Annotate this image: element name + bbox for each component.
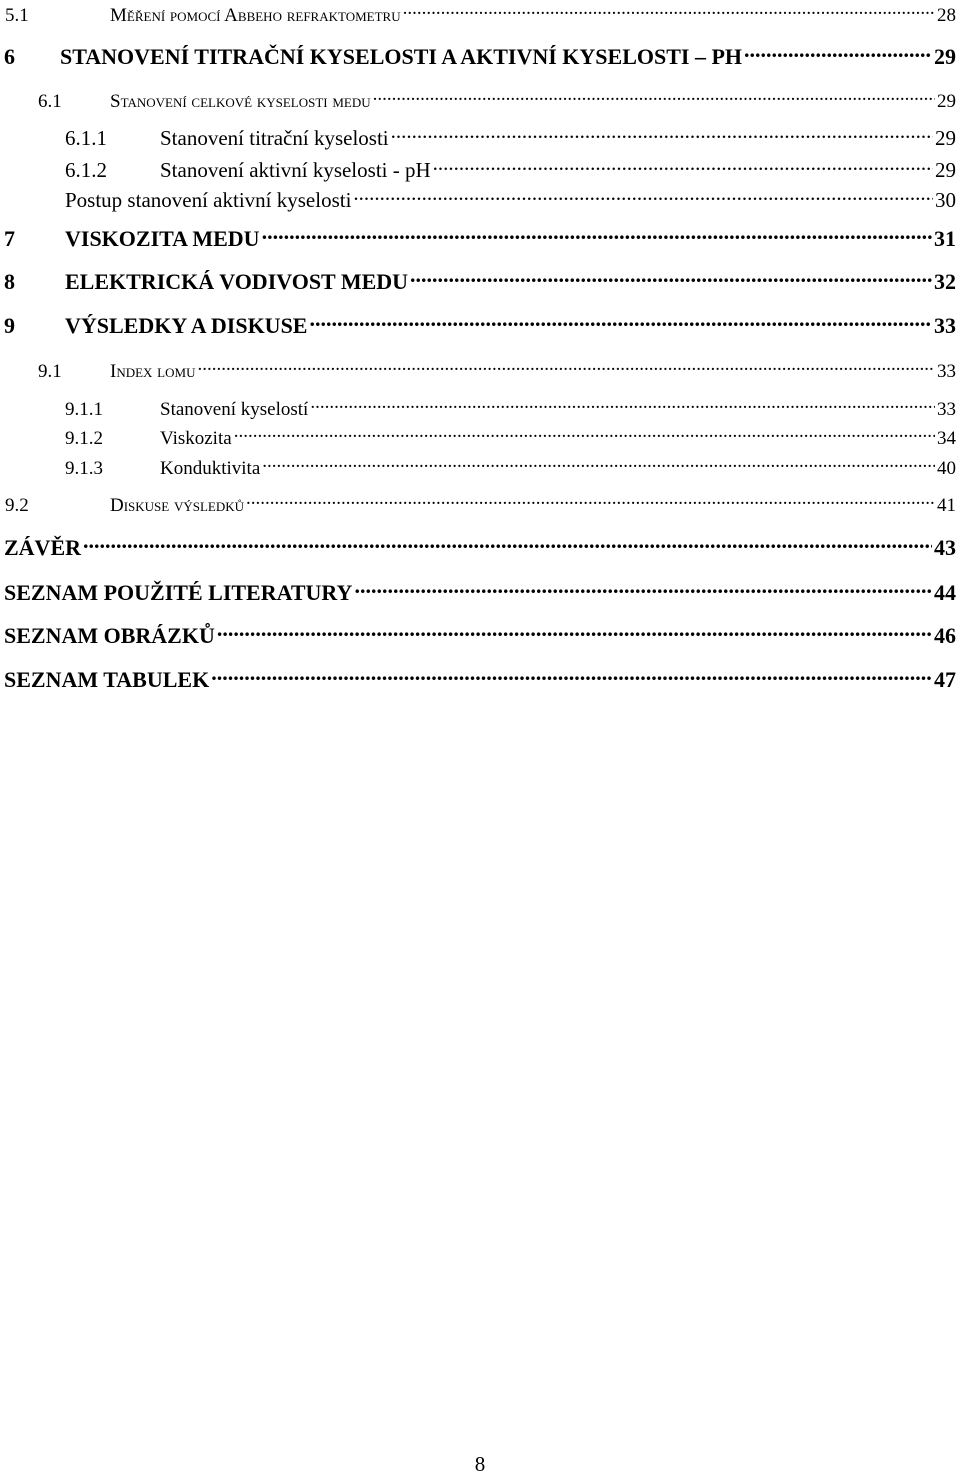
dot-leader [744, 42, 932, 64]
toc-entry[interactable] [0, 665, 956, 693]
dot-leader [83, 533, 932, 555]
toc-title: STANOVENÍ TITRAČNÍ KYSELOSTI A AKTIVNÍ KYSELOSTI – PH [60, 44, 742, 69]
toc-page: 46 [934, 623, 956, 648]
toc-number: 9.1.1 [65, 399, 103, 420]
toc-page: 33 [934, 313, 956, 338]
toc-title: VISKOZITA MEDU [65, 226, 260, 251]
toc-entry[interactable] [0, 267, 956, 295]
toc-entry[interactable] [0, 2, 956, 27]
toc-number: 8 [4, 269, 15, 294]
toc-page: 32 [934, 269, 956, 294]
toc-title: Stanovení kyselostí [160, 399, 309, 420]
toc-number: 9 [4, 313, 15, 338]
toc-title: Stanovení aktivní kyselosti - pH [160, 158, 431, 182]
page-number: 8 [474, 1452, 486, 1476]
toc-title: ELEKTRICKÁ VODIVOST MEDU [65, 269, 409, 294]
toc-page: 31 [934, 226, 956, 251]
toc-entry[interactable] [0, 455, 956, 480]
dot-leader [373, 88, 935, 107]
dot-leader [309, 311, 932, 333]
toc-entry[interactable] [0, 186, 956, 213]
toc-page: 29 [935, 126, 956, 150]
toc-title: Měření pomocí Abbeho refraktometru [110, 5, 401, 26]
dot-leader [262, 224, 932, 246]
dot-leader [217, 621, 932, 643]
toc-entry[interactable] [0, 425, 956, 450]
toc-number: 9.1 [38, 361, 62, 382]
toc-number: 9.2 [5, 495, 29, 516]
toc-title: Diskuse výsledků [110, 495, 245, 516]
toc-page: 41 [937, 495, 956, 516]
toc-title: Viskozita [160, 428, 232, 449]
toc-entry[interactable] [0, 311, 956, 339]
dot-leader [310, 396, 935, 415]
toc-number: 5.1 [5, 5, 29, 26]
dot-leader [433, 156, 933, 177]
toc-entry[interactable] [0, 578, 956, 606]
toc-page: 47 [934, 667, 956, 692]
dot-leader [410, 267, 932, 289]
toc-title: SEZNAM TABULEK [4, 667, 210, 692]
toc-page: 34 [937, 428, 956, 449]
toc-title: Konduktivita [160, 458, 261, 479]
toc-entry[interactable] [0, 124, 956, 151]
toc-page: 33 [937, 361, 956, 382]
toc-title: SEZNAM POUŽITÉ LITERATURY [4, 580, 353, 605]
dot-leader [354, 578, 932, 600]
toc-number: 7 [4, 226, 15, 251]
toc-entry[interactable] [0, 224, 956, 252]
toc-page: 29 [937, 91, 956, 112]
toc-entry[interactable] [0, 621, 956, 649]
toc-page: 29 [934, 44, 956, 69]
toc-title: SEZNAM OBRÁZKŮ [4, 623, 215, 648]
dot-leader [391, 124, 933, 145]
toc-number: 9.1.2 [65, 428, 103, 449]
dot-leader [246, 492, 935, 511]
toc-number: 6.1.1 [65, 126, 107, 150]
toc-page: 33 [937, 399, 956, 420]
toc-title: Stanovení celkové kyselosti medu [110, 91, 371, 112]
dot-leader [197, 358, 935, 377]
toc-title: Stanovení titrační kyselosti [160, 126, 389, 150]
dot-leader [262, 455, 935, 474]
dot-leader [403, 2, 935, 21]
toc-page: 30 [935, 188, 956, 212]
toc-title: VÝSLEDKY A DISKUSE [65, 313, 308, 338]
dot-leader [234, 425, 935, 444]
toc-page: 40 [937, 458, 956, 479]
toc-page: 28 [937, 5, 956, 26]
toc-number: 6.1.2 [65, 158, 107, 182]
toc-entry[interactable] [0, 396, 956, 421]
toc-number: 9.1.3 [65, 458, 103, 479]
toc-page: 29 [935, 158, 956, 182]
toc-entry[interactable] [0, 533, 956, 561]
toc-title: Index lomu [110, 361, 196, 382]
toc-entry[interactable] [0, 88, 956, 113]
toc-page: 44 [934, 580, 956, 605]
toc-title: ZÁVĚR [4, 535, 82, 560]
toc-entry[interactable] [0, 42, 956, 70]
dot-leader [211, 665, 932, 687]
toc-entry[interactable] [0, 156, 956, 183]
toc-number: 6.1 [38, 91, 62, 112]
toc-number: 6 [4, 44, 15, 69]
toc-page: 43 [934, 535, 956, 560]
dot-leader [353, 186, 933, 207]
toc-entry[interactable] [0, 492, 956, 517]
toc-entry[interactable] [0, 358, 956, 383]
toc-title: Postup stanovení aktivní kyselosti [65, 188, 352, 212]
